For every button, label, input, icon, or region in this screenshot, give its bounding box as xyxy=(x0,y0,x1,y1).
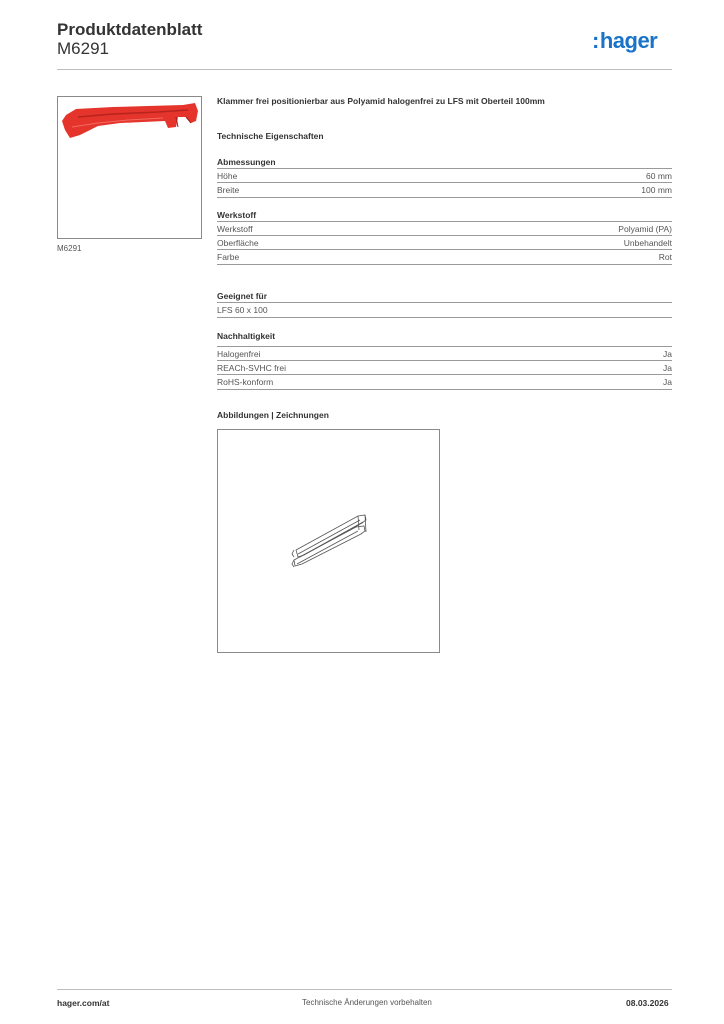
spec-value: Unbehandelt xyxy=(623,238,672,248)
spec-row xyxy=(217,346,672,361)
spec-value: Ja xyxy=(663,377,672,387)
spec-value: Ja xyxy=(663,363,672,373)
group-heading-geeignet: Geeignet für xyxy=(217,291,268,301)
hager-logo xyxy=(592,28,657,54)
spec-row xyxy=(217,182,672,198)
spec-row xyxy=(217,221,672,236)
spec-row xyxy=(217,235,672,250)
spec-row xyxy=(217,168,672,183)
image-caption: M6291 xyxy=(57,244,82,253)
page-title: Produktdatenblatt xyxy=(57,20,203,39)
footer-website-link[interactable]: hager.com/at xyxy=(57,998,110,1008)
spec-value: 100 mm xyxy=(641,185,672,195)
group-heading-werkstoff: Werkstoff xyxy=(217,210,257,220)
spec-label: LFS 60 x 100 xyxy=(217,305,268,315)
spec-row xyxy=(217,360,672,375)
spec-row xyxy=(217,249,672,265)
technical-drawing xyxy=(217,429,440,653)
article-number: M6291 xyxy=(57,39,109,58)
spec-value: Polyamid (PA) xyxy=(618,224,672,234)
spec-label: Höhe xyxy=(217,171,238,181)
drawings-heading: Abbildungen | Zeichnungen xyxy=(217,410,329,420)
spec-label: RoHS-konform xyxy=(217,377,274,387)
footer-disclaimer: Technische Änderungen vorbehalten xyxy=(302,998,432,1007)
spec-label: Halogenfrei xyxy=(217,349,261,359)
spec-label: REACh-SVHC frei xyxy=(217,363,286,373)
specs-heading: Technische Eigenschaften xyxy=(217,131,324,141)
logo-colon-icon: : xyxy=(592,28,599,53)
spec-value: Rot xyxy=(658,252,672,262)
group-heading-abmessungen: Abmessungen xyxy=(217,157,276,167)
spec-row xyxy=(217,374,672,390)
spec-label: Oberfläche xyxy=(217,238,259,248)
spec-label: Werkstoff xyxy=(217,224,253,234)
spec-label: Breite xyxy=(217,185,240,195)
header-divider xyxy=(57,69,672,70)
spec-row xyxy=(217,302,672,318)
group-heading-nachhaltigkeit: Nachhaltigkeit xyxy=(217,331,276,341)
spec-label: Farbe xyxy=(217,252,240,262)
spec-value: 60 mm xyxy=(646,171,672,181)
product-description: Klammer frei positionierbar aus Polyamid halogenfrei zu LFS mit Oberteil 100mm xyxy=(217,96,545,106)
logo-text: hager xyxy=(599,28,658,53)
clip-drawing-icon xyxy=(218,430,439,652)
product-image xyxy=(57,96,202,239)
spec-value: Ja xyxy=(663,349,672,359)
footer-divider xyxy=(57,989,672,990)
footer-date: 08.03.2026 xyxy=(626,998,669,1008)
red-clip-icon xyxy=(58,97,201,238)
